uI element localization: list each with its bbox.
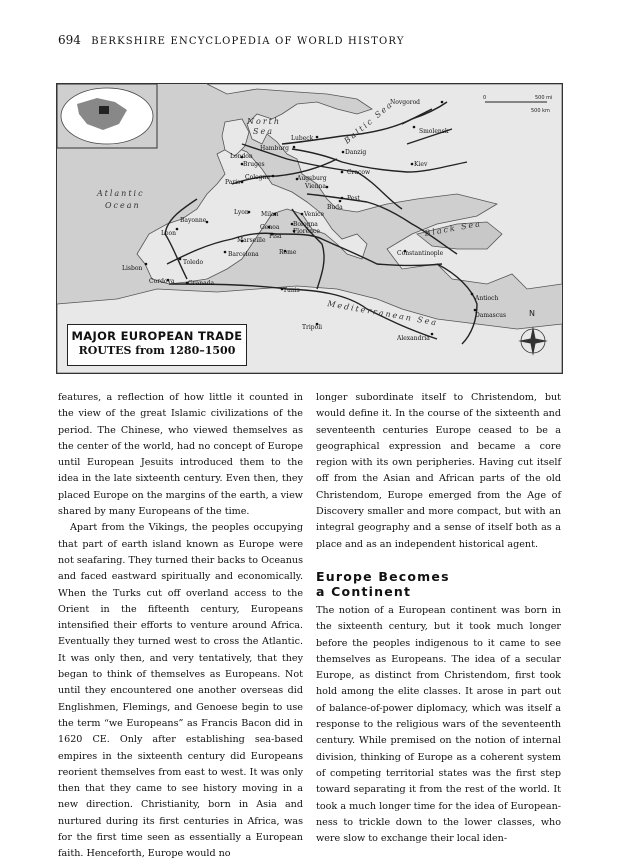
running-header [58,33,405,47]
left-column [58,390,303,863]
right-paragraph-2: The notion of a European continent was born in the sixteenth century, but it took much longer before the peoples indigenous to it came to see themselves as Europeans. The idea of a secular Europe, as distinct from Christendom, first took hold among the elite classes. It arose in part out of balance-of-power diplomacy, which was itself a response to the religious wars of the seventeenth century. While premised on the notion of internal division, thinking of Europe as a coherent system of competing territorial states was the first step toward separating it from the rest of the world. It took a much longer time for the idea of European-ness to trickle down to the lower classes, who were slow to exchange their local iden- [316,604,561,845]
city-vienna: Vienna [305,183,327,190]
city-novgorod: Novgorod [390,99,421,106]
city-cologne: Cologne [245,174,270,181]
sea-label-black: Black Sea [423,219,483,238]
map-title-line2: ROUTES from 1280–1500 [78,344,236,357]
city-buda: Buda [327,204,343,211]
city-lisbon: Lisbon [122,265,143,272]
sea-label-med: Mediterranean Sea [326,299,439,328]
map-title-box [67,324,247,366]
city-antioch: Antioch [475,295,499,302]
city-hamburg: Hamburg [260,145,289,152]
sea-label-baltic: Baltic Sea [342,99,396,146]
city-constantinople: Constantinople [397,250,444,257]
city-london: London [230,153,253,160]
city-florence: Florence [293,228,320,235]
city-danzig: Danzig [345,149,367,156]
left-paragraph-2: Apart from the Vikings, the peoples occupying that part of earth island known as Europe were not seafaring. They turned their backs to Oceanus and faced eastward spiritually and economically. When the Turks cut off overland access to the Orient in the fifteenth century, Europeans intensified their efforts to venture around Africa. Eventually they turned west to cross the Atlantic. It was only then, and very tentatively, that they began to think of themselves as Europeans. Not until they encountered one another overseas did Englishmen, Flemings, and Genoese begin to use the term “we Europeans” as Francis Bacon did in 1620 CE. Only after establishing sea-based empires in the sixteenth century did Europeans reorient themselves from east to west. It was only then that they came to see history moving in a new direction. Christianity, born in Asia and nurtured during its first centuries in Africa, was for the first time seen as essentially a European faith. Henceforth, Europe would no [58,522,303,860]
city-alexandria: Alexandria [397,335,430,342]
running-title: BERKSHIRE ENCYCLOPEDIA OF WORLD HISTORY [91,36,405,47]
city-damascus: Damascus [475,312,507,319]
scale-mi: 500 mi [535,95,553,101]
compass-n-label: N [529,309,535,318]
left-paragraph-1: features, a reflection of how little it counted in the view of the great Islamic civilizations of the period. The Chinese, who viewed themselves as the center of the world, had no concept of Europe until European Jesuits introduced them to the idea in the late sixteenth century. Even then, they placed Europe on the margins of the earth, a view shared by many Europeans of the time. [58,392,303,518]
city-venice: Venice [304,211,325,218]
right-column [316,390,561,847]
trade-routes-map [56,83,563,374]
city-pisa: Pisa [269,233,282,240]
city-tripoli: Tripoli [302,324,323,331]
city-granada: Granada [188,280,215,287]
city-rome: Rome [279,249,297,256]
section-heading-line1: Europe Becomes [316,568,450,584]
sea-label-atlantic-2: Ocean [105,201,141,210]
page-number: 694 [58,33,81,47]
city-kiev: Kiev [414,161,428,168]
city-marseille: Marseille [237,237,266,244]
city-leon: Leon [161,230,177,237]
city-lubeck: Lubeck [291,135,314,142]
city-bologna: Bologna [293,221,318,228]
city-bayonne: Bayonne [180,217,207,224]
city-tunis: Tunis [283,287,300,294]
sea-label-atlantic-1: Atlantic [97,189,145,198]
right-paragraph-1: longer subordinate itself to Christendom, but would define it. In the course of the sixteenth and seventeenth centuries Europe ceased to be a geographical expression and became a core region with its own peripheries. Having cut itself off from the Asian and African parts of the old Christendom, Europe emerged from the Age of Discovery smaller and more compact, but with an integral geography and a sense of itself both as a place and as an independent historical agent. [316,392,561,550]
city-cracow: Cracow [347,169,371,176]
section-heading-line2: a Continent [316,583,412,599]
sea-label-north-2: Sea [253,127,274,136]
city-smolensk: Smolensk [419,128,449,135]
city-paris: Paris [225,179,241,186]
city-pest: Pest [347,195,360,202]
scale-zero: 0 [483,95,487,101]
city-lyon: Lyon [234,209,249,216]
sea-label-north-1: North [247,117,282,126]
scale-km: 500 km [531,108,550,114]
city-augsburg: Augsburg [297,175,327,182]
section-heading [316,569,561,599]
city-toledo: Toledo [183,259,204,266]
map-title-line1: MAJOR EUROPEAN TRADE [71,329,243,343]
inset-highlight [99,106,109,114]
city-cordova: Cordova [149,278,175,285]
city-genoa: Genoa [260,224,280,231]
city-milan: Milan [261,211,279,218]
city-barcelona: Barcelona [228,251,259,258]
city-bruges: Bruges [243,161,265,168]
